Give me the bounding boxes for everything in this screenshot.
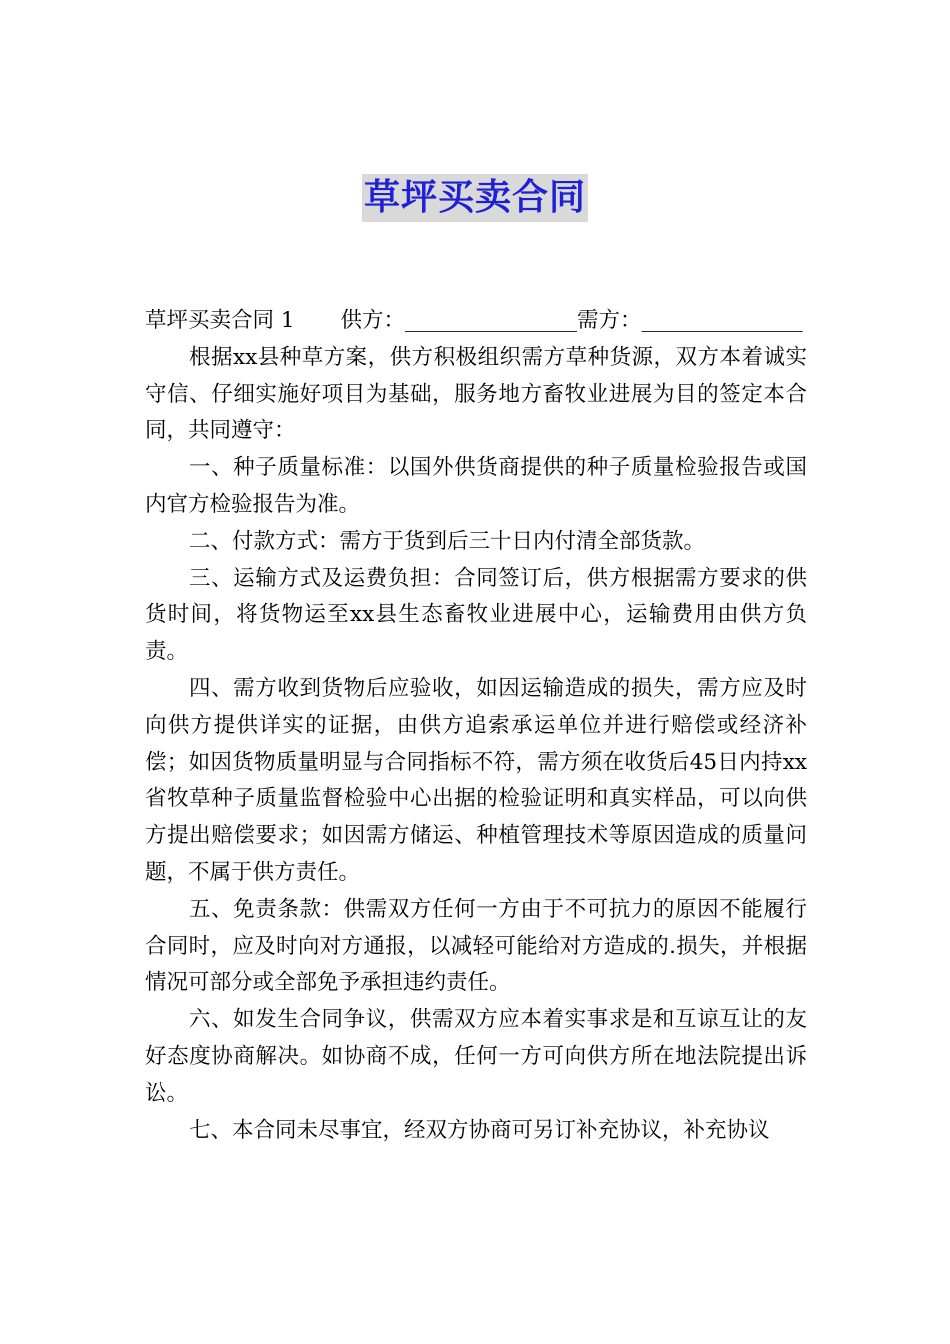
- supplier-blank: ________________: [405, 308, 578, 333]
- document-title: 草坪买卖合同: [362, 174, 588, 222]
- contract-name: 草坪买卖合同 1: [145, 308, 295, 333]
- paragraph-preamble: 根据xx县种草方案，供方积极组织需方草种货源，双方本着诚实守信、仔细实施好项目为基础，服务地方畜牧业进展为目的签定本合同，共同遵守：: [145, 344, 807, 444]
- document-body: [145, 303, 807, 1149]
- paragraph-clause-6: 六、如发生合同争议，供需双方应本着实事求是和互谅互让的友好态度协商解决。如协商不成，任何一方可向供方所在地法院提出诉讼。: [145, 1007, 807, 1106]
- buyer-blank: _______________: [641, 308, 803, 333]
- paragraph-clause-3: 三、运输方式及运费负担：合同签订后，供方根据需方要求的供货时间，将货物运至xx县生态畜牧业进展中心，运输费用由供方负责。: [145, 565, 807, 665]
- paragraph-clause-5: 五、免责条款：供需双方任何一方由于不可抗力的原因不能履行合同时，应及时向对方通报，以减轻可能给对方造成的.损失，并根据情况可部分或全部免予承担违约责任。: [145, 896, 807, 996]
- paragraph-clause-1: 一、种子质量标准：以国外供货商提供的种子质量检验报告或国内官方检验报告为准。: [145, 455, 807, 517]
- paragraph-clause-2: 二、付款方式：需方于货到后三十日内付清全部货款。: [189, 528, 706, 554]
- supplier-label: 供方：: [340, 308, 406, 333]
- buyer-label: 需方：: [577, 308, 642, 333]
- title-container: [0, 174, 950, 222]
- paragraph-clause-7: 七、本合同未尽事宜，经双方协商可另订补充协议，补充协议: [189, 1117, 770, 1143]
- paragraph-clause-4: 四、需方收到货物后应验收，如因运输造成的损失，需方应及时向供方提供详实的证据，由供方追索承运单位并进行赔偿或经济补偿；如因货物质量明显与合同指标不符，需方须在收货后45日内持xx省牧草种子质量监督检验中心出据的检验证明和真实样品，可以向供方提出赔偿要求；如因需方储运、种植管理技术等原因造成的质量问题，不属于供方责任。: [145, 675, 807, 885]
- contract-header-line: [145, 303, 807, 340]
